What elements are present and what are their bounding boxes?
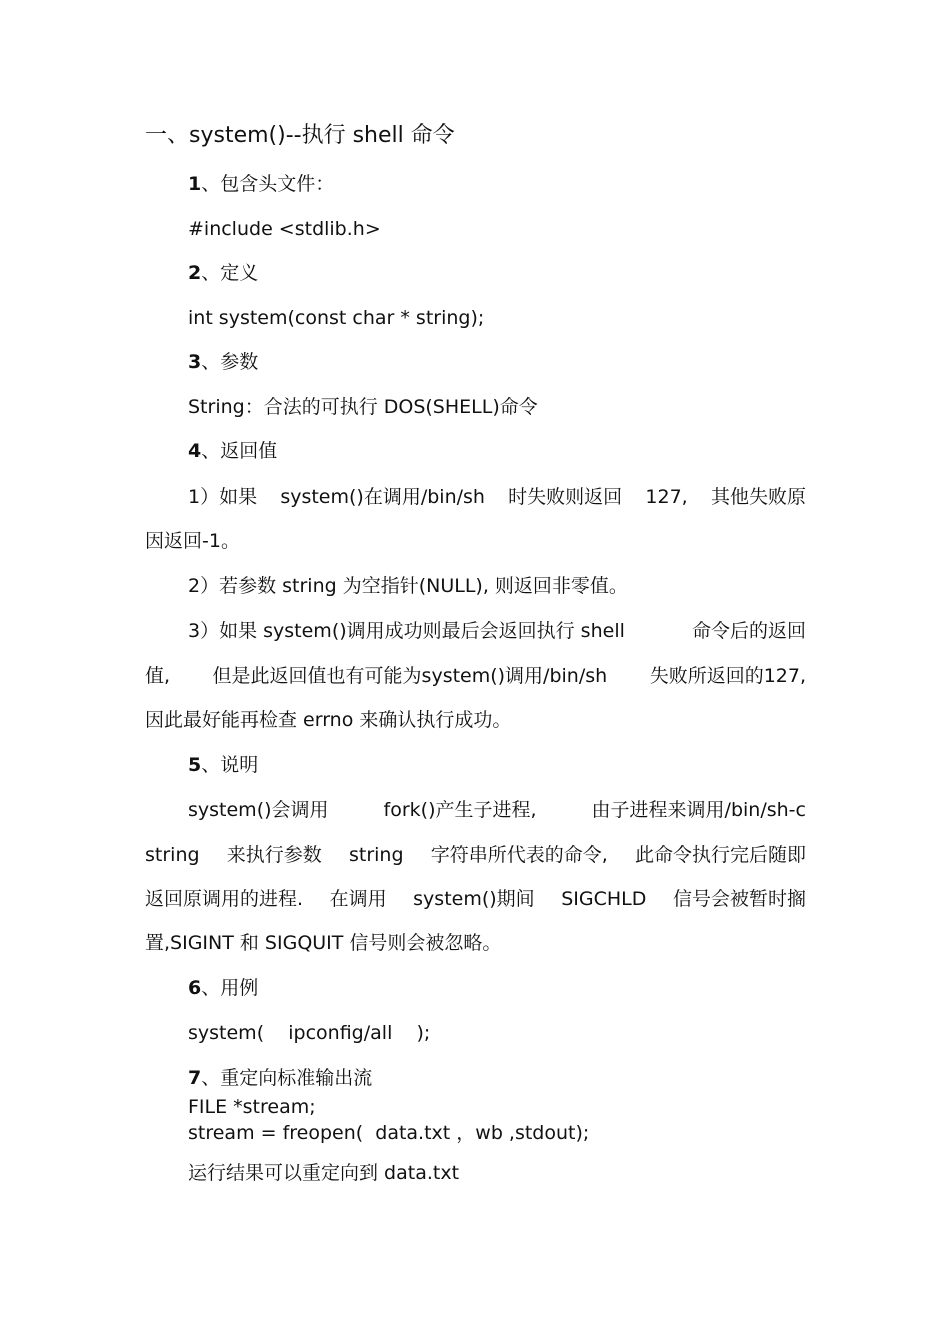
heading-include <box>188 171 334 197</box>
text-segment: 在调用 <box>329 888 387 910</box>
text-segment: 命令后的返回 <box>691 620 806 642</box>
text-segment: 此命令执行完后随即 <box>634 844 806 866</box>
heading-label: 、包含头文件： <box>201 173 335 195</box>
return-para3-line1 <box>188 618 806 644</box>
heading-parameters <box>188 349 258 375</box>
text-segment: 值, <box>145 665 171 687</box>
example-line: system( ipconfig/all ); <box>188 1022 431 1044</box>
text-segment: 1）如果 <box>188 486 258 508</box>
return-para1-line2: 因返回-1。 <box>145 530 240 552</box>
text-segment: 时失败则返回 <box>508 486 623 508</box>
parameters-line: String：合法的可执行 DOS(SHELL)命令 <box>188 396 538 418</box>
text-segment: system()在调用/bin/sh <box>280 486 485 508</box>
code-line-1: FILE *stream; <box>188 1096 316 1118</box>
description-line4: 置,SIGINT 和 SIGQUIT 信号则会被忽略。 <box>145 932 502 954</box>
text-segment: 字符串所代表的命令, <box>430 844 608 866</box>
heading-return-value <box>188 438 277 464</box>
heading-number: 3 <box>188 351 202 373</box>
heading-label: 、返回值 <box>201 440 278 462</box>
result-line: 运行结果可以重定向到 data.txt <box>188 1162 460 1184</box>
heading-definition <box>188 260 258 286</box>
return-para3-line3: 因此最好能再检查 errno 来确认执行成功。 <box>145 709 512 731</box>
text-segment: string <box>145 844 200 866</box>
description-line3 <box>145 886 806 912</box>
definition-line: int system(const char * string); <box>188 307 485 329</box>
text-segment: 其他失败原 <box>710 486 806 508</box>
return-para3-line2 <box>145 663 806 689</box>
text-segment: 由子进程来调用/bin/sh-c <box>591 799 806 821</box>
heading-label: 、参数 <box>201 351 259 373</box>
text-segment: string <box>348 844 404 866</box>
text-segment: 信号会被暂时搁 <box>672 888 806 910</box>
code-line-2: stream = freopen( data.txt ，wb ,stdout); <box>188 1122 590 1144</box>
text-segment: fork()产生子进程, <box>383 799 537 821</box>
text-segment: SIGCHLD <box>561 888 647 910</box>
heading-redirect <box>188 1065 372 1091</box>
heading-label: 、用例 <box>201 977 259 999</box>
description-line1 <box>188 797 806 823</box>
heading-number: 7 <box>188 1067 202 1089</box>
text-segment: 127, <box>645 486 688 508</box>
heading-label: 、重定向标准输出流 <box>201 1067 373 1089</box>
heading-number: 6 <box>188 977 202 999</box>
text-segment: 失败所返回的127, <box>649 665 806 687</box>
heading-label: 、说明 <box>201 754 259 776</box>
text-segment: system()期间 <box>413 888 535 910</box>
text-segment: 但是此返回值也有可能为system()调用/bin/sh <box>212 665 608 687</box>
text-segment: 3）如果 system()调用成功则最后会返回执行 shell <box>188 620 625 642</box>
heading-example <box>188 975 258 1001</box>
heading-number: 4 <box>188 440 202 462</box>
text-segment: 返回原调用的进程. <box>145 888 304 910</box>
include-line: #include <stdlib.h> <box>188 218 381 240</box>
heading-number: 2 <box>188 262 202 284</box>
heading-label: 、定义 <box>201 262 259 284</box>
heading-number: 5 <box>188 754 202 776</box>
heading-description <box>188 752 258 778</box>
description-line2 <box>145 842 806 868</box>
text-segment: 来执行参数 <box>226 844 322 866</box>
heading-number: 1 <box>188 173 202 195</box>
return-para1-line1 <box>188 484 806 510</box>
return-para2: 2）若参数 string 为空指针(NULL), 则返回非零值。 <box>188 575 628 597</box>
section-title: 一、system()--执行 shell 命令 <box>145 123 455 148</box>
text-segment: system()会调用 <box>188 799 329 821</box>
